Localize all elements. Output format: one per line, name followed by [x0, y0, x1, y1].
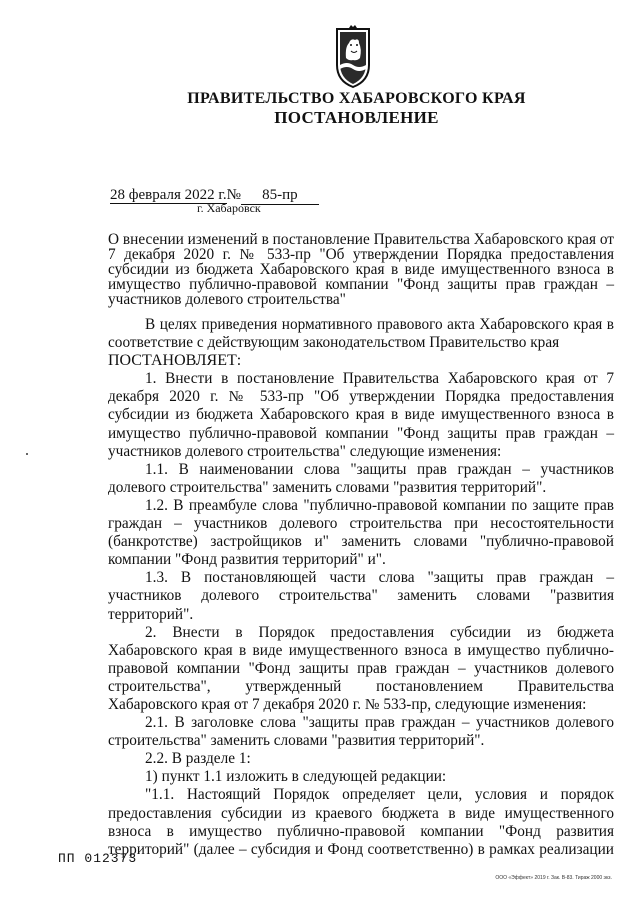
form-serial-number: ПП 012373	[58, 851, 138, 866]
document-body	[108, 316, 614, 859]
paragraph-1: 1. Внести в постановление Правительства Хабаровского края от 7 декабря 2020 г. № 533-пр "Об утверждении Порядка предоставления субсидии из бюджета Хабаровского края в виде имущественного взноса в имущество публично-правовой компании "Фонд защиты прав граждан – участников долевого строительства" следующие изменения:	[108, 370, 614, 460]
margin-mark	[26, 453, 28, 455]
preamble-paragraph: В целях приведения нормативного правового акта Хабаровского края в соответствие с действующим законодательством Правительство края	[108, 316, 614, 352]
paragraph-2-2-1: 1) пункт 1.1 изложить в следующей редакции:	[145, 768, 447, 786]
number-sign: №	[226, 187, 241, 203]
paragraph-1-2: 1.2. В преамбуле слова "публично-правовой компании по защите прав граждан – участников долевого строительства при несостоятельности (банкротстве) застройщиков и" заменить словами "публично-правовой компании "Фонд развития территорий" и".	[108, 496, 614, 569]
document-date: 28 февраля 2022 г.	[110, 187, 227, 203]
paragraph-2-1: 2.1. В заголовке слова "защиты прав граждан – участников долевого строительства" заменить словами "развития территорий".	[108, 714, 614, 750]
document-subject: О внесении изменений в постановление Правительства Хабаровского края от 7 декабря 2020 г. № 533-пр "Об утверждении Порядка предоставления субсидии из бюджета Хабаровского края в виде имущественного взноса в имущество публично-правовой компании "Фонд защиты прав граждан – участников долевого строительства"	[108, 231, 614, 308]
city-label: г. Хабаровск	[197, 201, 261, 215]
organization-title: ПРАВИТЕЛЬСТВО ХАБАРОВСКОГО КРАЯ	[187, 90, 526, 107]
paragraph-2: 2. Внести в Порядок предоставления субсидии из бюджета Хабаровского края в виде имущественного взноса в имущество публично-правовой компании "Фонд защиты прав граждан – участников долевого строительства", утвержденный постановлением Правительства Хабаровского края от 7 декабря 2020 г. № 533-пр, следующие изменения:	[108, 623, 614, 713]
document-number: 85-пр	[241, 187, 319, 205]
paragraph-2-2: 2.2. В разделе 1:	[145, 750, 251, 768]
paragraph-2-2-quote: "1.1. Настоящий Порядок определяет цели, условия и порядок предоставления субсидии из краевого бюджета в виде имущественного взноса в имущество публично-правовой компании "Фонд развития территорий" (далее – субсидия и Фонд соответственно) в рамках реализации	[108, 786, 614, 858]
paragraph-1-1: 1.1. В наименовании слова "защиты прав граждан – участников долевого строительства" заменить словами "развития территорий".	[108, 460, 614, 496]
document-type-title: ПОСТАНОВЛЕНИЕ	[274, 108, 439, 127]
coat-of-arms-icon	[331, 25, 375, 89]
printer-note: ООО «Эффект» 2019 г. Зак. В-83. Тираж 2000 экз.	[495, 875, 612, 881]
paragraph-1-3: 1.3. В постановляющей части слова "защиты прав граждан – участников долевого строительства" заменить словами "развития территорий".	[108, 569, 614, 623]
resolves-heading: ПОСТАНОВЛЯЕТ:	[108, 352, 242, 370]
